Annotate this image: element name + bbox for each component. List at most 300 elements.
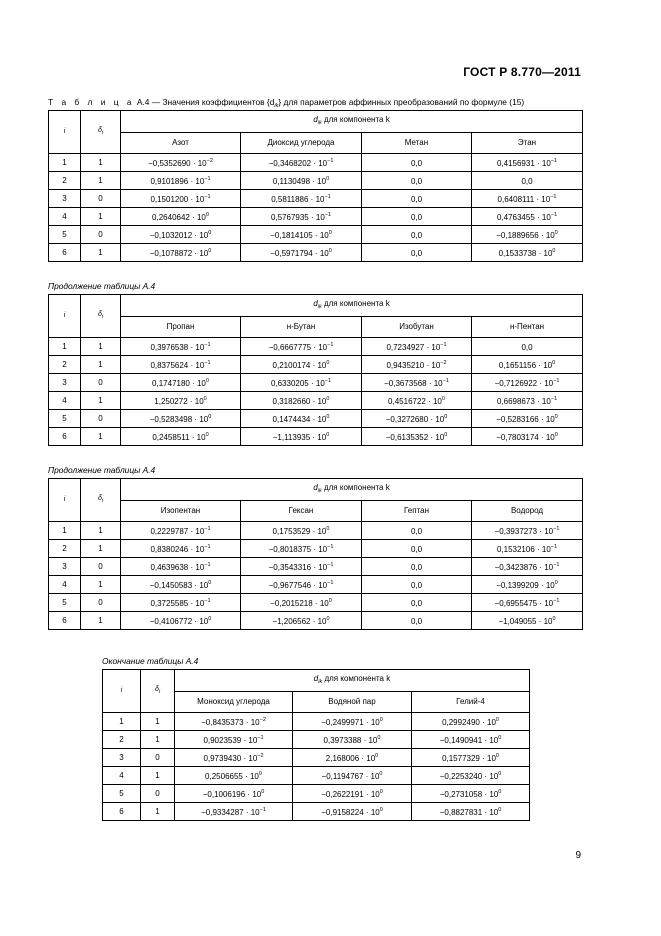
coefficient-exponent: 0 — [205, 432, 209, 438]
row-delta: 1 — [81, 356, 121, 374]
header-row — [49, 479, 583, 501]
coefficient-mantissa: 0,0 — [410, 177, 423, 186]
coefficient-cell — [472, 190, 583, 208]
coefficient-cell — [121, 392, 241, 410]
row-delta: 1 — [81, 338, 121, 356]
coefficient-exponent: −1 — [550, 396, 558, 402]
coefficient-cell — [241, 374, 362, 392]
component-header-row — [49, 501, 583, 522]
coefficient-mantissa: 0,0 — [410, 249, 423, 258]
coefficient-cell — [472, 172, 583, 190]
coefficient-exponent: 0 — [326, 414, 330, 420]
table-row — [103, 785, 530, 803]
coefficient-mantissa: −0,3937273 · 10 — [494, 527, 554, 536]
coefficient-cell — [175, 749, 293, 767]
column-header-i: i — [103, 670, 141, 713]
coefficient-mantissa: 0,1651156 · 10 — [498, 361, 553, 370]
coefficient-cell — [241, 338, 362, 356]
coefficient-mantissa: 0,6330205 · 10 — [270, 379, 325, 388]
coefficient-mantissa: 0,0 — [410, 617, 423, 626]
document-code: ГОСТ Р 8.770—2011 — [463, 65, 581, 79]
coefficient-exponent: 0 — [379, 789, 383, 795]
coefficient-exponent: 0 — [326, 360, 330, 366]
coefficient-exponent: 0 — [208, 248, 212, 254]
coefficient-mantissa: 0,1130498 · 10 — [272, 177, 327, 186]
coefficient-exponent: 0 — [379, 771, 383, 777]
coefficient-cell — [362, 392, 472, 410]
coefficient-cell — [472, 558, 583, 576]
coefficient-exponent: 0 — [205, 378, 209, 384]
row-delta: 1 — [141, 767, 175, 785]
coefficients-table-1 — [48, 110, 583, 262]
table-row — [49, 522, 583, 540]
coefficient-exponent: 0 — [498, 789, 502, 795]
component-header: Этан — [472, 133, 583, 154]
row-index: 1 — [49, 154, 81, 172]
coefficient-exponent: −1 — [553, 598, 560, 604]
row-index: 5 — [103, 785, 141, 803]
coefficient-mantissa: 0,0 — [410, 213, 423, 222]
table-row — [49, 356, 583, 374]
component-header: Пропан — [121, 317, 241, 338]
coefficient-mantissa: 0,0 — [410, 545, 423, 554]
row-index: 1 — [49, 338, 81, 356]
table-row — [49, 540, 583, 558]
row-delta: 1 — [141, 713, 175, 731]
coefficient-exponent: −1 — [204, 598, 211, 604]
table-row — [103, 767, 530, 785]
coefficient-cell — [241, 172, 362, 190]
table-caption-continuation-1: Продолжение таблицы А.4 — [48, 281, 156, 291]
row-delta: 1 — [81, 154, 121, 172]
row-index: 5 — [49, 594, 81, 612]
group-header-symbol: d — [313, 483, 318, 492]
coefficient-cell — [472, 226, 583, 244]
column-header-i: i — [49, 111, 81, 154]
coefficient-mantissa: 0,3725585 · 10 — [150, 599, 205, 608]
coefficient-cell — [175, 713, 293, 731]
delta-sub: i — [158, 689, 161, 695]
coefficient-exponent: 0 — [205, 212, 209, 218]
coefficient-mantissa: 0,8375624 · 10 — [150, 361, 205, 370]
group-header-sub: ik — [318, 679, 323, 685]
coefficient-cell — [293, 767, 412, 785]
coefficient-exponent: −1 — [257, 735, 264, 741]
coefficient-exponent: −1 — [324, 194, 331, 200]
coefficient-cell — [175, 767, 293, 785]
coefficient-cell — [472, 244, 583, 262]
coefficient-exponent: 0 — [326, 396, 330, 402]
row-delta: 0 — [141, 785, 175, 803]
coefficient-cell — [241, 522, 362, 540]
table-caption-continuation-2: Продолжение таблицы А.4 — [48, 465, 156, 475]
row-index: 6 — [49, 612, 81, 630]
coefficient-cell — [362, 356, 472, 374]
column-header-delta — [81, 111, 121, 154]
coefficient-mantissa: 0,4763455 · 10 — [496, 213, 551, 222]
coefficient-exponent: −1 — [204, 544, 211, 550]
coefficient-exponent: −1 — [204, 562, 211, 568]
coefficients-table-3 — [48, 478, 583, 630]
coefficient-exponent: 0 — [441, 396, 445, 402]
coefficient-mantissa: 1,250272 · 10 — [154, 397, 204, 406]
coefficient-exponent: 0 — [495, 753, 499, 759]
coefficient-mantissa: −0,3272680 · 10 — [385, 415, 445, 424]
coefficients-table-4 — [102, 669, 530, 821]
coefficient-mantissa: 0,3973388 · 10 — [323, 736, 378, 745]
coefficient-exponent: 0 — [326, 616, 330, 622]
coefficient-cell — [412, 731, 530, 749]
coefficient-exponent: 0 — [208, 230, 212, 236]
row-delta: 1 — [81, 576, 121, 594]
coefficient-mantissa: 0,2229787 · 10 — [150, 527, 205, 536]
coefficient-exponent: −1 — [550, 158, 558, 164]
row-index: 2 — [49, 356, 81, 374]
coefficient-cell — [293, 749, 412, 767]
coefficient-cell — [241, 558, 362, 576]
row-delta: 0 — [81, 410, 121, 428]
coefficient-mantissa: 0,3976538 · 10 — [150, 343, 205, 352]
coefficient-cell — [412, 749, 530, 767]
component-header: Изобутан — [362, 317, 472, 338]
coefficient-mantissa: −0,7126922 · 10 — [494, 379, 554, 388]
coefficient-mantissa: −0,1006196 · 10 — [202, 790, 262, 799]
coefficient-exponent: −1 — [327, 562, 334, 568]
row-delta: 1 — [81, 428, 121, 446]
coefficient-mantissa: −0,3543316 · 10 — [268, 563, 328, 572]
group-header-sub: ik — [317, 304, 322, 310]
column-header-delta — [81, 295, 121, 338]
coefficient-mantissa: −0,1450583 · 10 — [149, 581, 209, 590]
coefficient-mantissa: −0,3468202 · 10 — [268, 159, 328, 168]
coefficient-cell — [175, 785, 293, 803]
coefficient-cell — [412, 785, 530, 803]
row-index: 4 — [103, 767, 141, 785]
row-delta: 0 — [81, 190, 121, 208]
coefficient-cell — [412, 803, 530, 821]
coefficient-cell — [362, 226, 472, 244]
coefficients-table-2 — [48, 294, 583, 446]
coefficient-cell — [121, 226, 241, 244]
coefficient-mantissa: −0,8827831 · 10 — [439, 808, 499, 817]
coefficient-exponent: 0 — [261, 789, 265, 795]
row-index: 1 — [103, 713, 141, 731]
coefficient-mantissa: 0,7234927 · 10 — [386, 343, 441, 352]
coefficient-mantissa: −0,2015218 · 10 — [270, 599, 329, 608]
row-index: 3 — [49, 190, 81, 208]
row-index: 4 — [49, 208, 81, 226]
coefficient-mantissa: 0,8380246 · 10 — [150, 545, 205, 554]
table-title-sub: ik — [274, 103, 279, 109]
coefficient-mantissa: −0,4106772 · 10 — [149, 617, 209, 626]
row-delta: 0 — [81, 226, 121, 244]
coefficient-mantissa: 0,4639638 · 10 — [150, 563, 205, 572]
coefficient-cell — [362, 374, 472, 392]
table-row — [49, 172, 583, 190]
coefficient-cell — [362, 428, 472, 446]
component-header-row — [49, 317, 583, 338]
coefficient-cell — [362, 558, 472, 576]
coefficient-cell — [241, 410, 362, 428]
coefficient-cell — [472, 356, 583, 374]
coefficient-exponent: 0 — [554, 580, 558, 586]
coefficient-cell — [121, 576, 241, 594]
coefficient-cell — [241, 392, 362, 410]
coefficient-mantissa: 0,9739430 · 10 — [203, 754, 258, 763]
group-header-sub: ik — [317, 120, 322, 126]
row-index: 6 — [103, 803, 141, 821]
coefficient-mantissa: 0,2100174 · 10 — [272, 361, 327, 370]
column-header-delta — [81, 479, 121, 522]
coefficient-exponent: −2 — [440, 360, 447, 366]
coefficient-cell — [472, 576, 583, 594]
coefficient-mantissa: 0,0 — [410, 563, 423, 572]
coefficient-mantissa: 0,5811886 · 10 — [271, 195, 325, 204]
coefficient-exponent: 0 — [495, 717, 499, 723]
coefficient-mantissa: −0,8435373 · 10 — [201, 718, 260, 727]
component-header: Изопентан — [121, 501, 241, 522]
group-header-text: для компонента k — [321, 115, 390, 124]
group-header-text: для компонента k — [321, 299, 390, 308]
column-header-i: i — [49, 479, 81, 522]
coefficient-exponent: 0 — [554, 432, 558, 438]
coefficient-mantissa: 0,0 — [521, 177, 533, 186]
component-header: Водород — [472, 501, 583, 522]
coefficient-exponent: −1 — [442, 378, 449, 384]
coefficient-mantissa: −0,5283498 · 10 — [149, 415, 209, 424]
coefficient-mantissa: 0,6408111 · 10 — [497, 195, 551, 204]
delta-symbol: δ — [154, 686, 159, 693]
coefficient-exponent: −2 — [257, 753, 264, 759]
coefficient-cell — [293, 731, 412, 749]
coefficient-exponent: −1 — [204, 360, 211, 366]
row-index: 6 — [49, 244, 81, 262]
row-delta: 0 — [81, 594, 121, 612]
coefficient-exponent: −1 — [259, 807, 266, 813]
table-row — [103, 731, 530, 749]
coefficient-exponent: 0 — [208, 616, 212, 622]
row-index: 3 — [49, 558, 81, 576]
table-row — [49, 612, 583, 630]
coefficient-exponent: −1 — [204, 194, 211, 200]
coefficient-cell — [293, 803, 412, 821]
row-index: 1 — [49, 522, 81, 540]
coefficient-cell — [241, 428, 362, 446]
coefficient-mantissa: −0,1078872 · 10 — [149, 249, 209, 258]
coefficient-mantissa: −0,1194767 · 10 — [321, 772, 380, 781]
coefficient-mantissa: −0,5971794 · 10 — [270, 249, 329, 258]
table-row — [49, 410, 583, 428]
coefficient-cell — [362, 594, 472, 612]
table-row — [49, 558, 583, 576]
table-title — [48, 97, 524, 109]
component-header: Метан — [362, 133, 472, 154]
coefficient-cell — [362, 612, 472, 630]
table-row — [103, 749, 530, 767]
group-header — [175, 670, 530, 692]
coefficient-cell — [121, 244, 241, 262]
coefficient-mantissa: −0,2731058 · 10 — [439, 790, 499, 799]
coefficient-mantissa: 0,1753529 · 10 — [272, 527, 327, 536]
coefficient-mantissa: 0,0 — [410, 527, 423, 536]
coefficient-cell — [241, 576, 362, 594]
coefficient-exponent: 0 — [208, 580, 212, 586]
group-header — [121, 111, 583, 133]
coefficient-cell — [121, 374, 241, 392]
coefficient-mantissa: −0,1490941 · 10 — [439, 736, 499, 745]
delta-sub: i — [101, 130, 104, 136]
coefficient-exponent: −1 — [324, 378, 332, 384]
coefficient-mantissa: −0,5283166 · 10 — [496, 415, 555, 424]
coefficient-mantissa: 0,1533738 · 10 — [498, 249, 553, 258]
delta-sub: i — [101, 314, 104, 320]
coefficient-cell — [121, 428, 241, 446]
coefficient-cell — [293, 713, 412, 731]
coefficient-exponent: 0 — [554, 414, 558, 420]
group-header — [121, 479, 583, 501]
table-row — [49, 154, 583, 172]
delta-symbol: δ — [97, 127, 102, 134]
group-header-text: для компонента k — [322, 674, 391, 683]
coefficient-cell — [121, 594, 241, 612]
group-header — [121, 295, 583, 317]
coefficient-cell — [241, 154, 362, 172]
group-header-symbol: d — [313, 299, 318, 308]
coefficient-exponent: 0 — [552, 616, 556, 622]
coefficient-cell — [472, 338, 583, 356]
coefficient-exponent: −1 — [327, 342, 334, 348]
component-header: н-Бутан — [241, 317, 362, 338]
coefficient-exponent: −1 — [327, 580, 334, 586]
coefficient-exponent: −1 — [204, 526, 211, 532]
coefficient-mantissa: 0,9023539 · 10 — [203, 736, 258, 745]
coefficient-cell — [175, 803, 293, 821]
coefficient-mantissa: −0,2499971 · 10 — [321, 718, 380, 727]
coefficient-cell — [293, 785, 412, 803]
coefficient-mantissa: 0,0 — [410, 581, 423, 590]
coefficient-mantissa: 0,3182660 · 10 — [272, 397, 327, 406]
row-delta: 0 — [141, 749, 175, 767]
coefficient-mantissa: −0,1889656 · 10 — [496, 231, 555, 240]
coefficient-mantissa: 0,2640642 · 10 — [152, 213, 206, 222]
coefficient-exponent: 0 — [498, 807, 502, 813]
coefficient-exponent: 0 — [326, 432, 330, 438]
coefficient-cell — [241, 208, 362, 226]
coefficient-cell — [121, 356, 241, 374]
coefficient-exponent: −1 — [550, 194, 557, 200]
coefficient-mantissa: 0,1747180 · 10 — [152, 379, 206, 388]
coefficient-cell — [362, 172, 472, 190]
coefficient-mantissa: −0,9677546 · 10 — [268, 581, 328, 590]
group-header-symbol: d — [313, 674, 319, 683]
coefficient-cell — [121, 154, 241, 172]
coefficient-exponent: −2 — [259, 717, 266, 723]
coefficient-exponent: 0 — [328, 248, 332, 254]
row-index: 4 — [49, 392, 81, 410]
coefficient-mantissa: −0,2253240 · 10 — [439, 772, 499, 781]
coefficient-exponent: 0 — [328, 230, 332, 236]
table-row — [49, 226, 583, 244]
component-header: Водяной пар — [293, 692, 412, 713]
table-row — [49, 208, 583, 226]
header-row — [49, 295, 583, 317]
coefficient-cell — [472, 392, 583, 410]
coefficient-exponent: 0 — [444, 432, 448, 438]
coefficient-cell — [121, 612, 241, 630]
coefficient-exponent: 0 — [444, 414, 448, 420]
coefficient-cell — [241, 244, 362, 262]
coefficient-mantissa: 0,6698673 · 10 — [496, 397, 551, 406]
coefficient-cell — [175, 731, 293, 749]
coefficient-mantissa: 0,1532106 · 10 — [496, 545, 551, 554]
coefficient-exponent: 0 — [498, 771, 502, 777]
coefficient-cell — [121, 558, 241, 576]
row-delta: 0 — [81, 558, 121, 576]
row-index: 6 — [49, 428, 81, 446]
component-header: Гексан — [241, 501, 362, 522]
coefficient-cell — [121, 172, 241, 190]
coefficient-mantissa: −0,1032012 · 10 — [149, 231, 209, 240]
coefficient-exponent: −1 — [324, 212, 332, 218]
header-row — [103, 670, 530, 692]
table-row — [103, 713, 530, 731]
coefficient-exponent: 0 — [552, 360, 556, 366]
coefficient-cell — [241, 612, 362, 630]
coefficient-cell — [472, 208, 583, 226]
coefficient-mantissa: 0,0 — [410, 599, 423, 608]
row-delta: 1 — [81, 172, 121, 190]
coefficient-mantissa: 0,9435210 · 10 — [386, 361, 441, 370]
coefficient-mantissa: −0,3423876 · 10 — [494, 563, 554, 572]
table-row — [49, 190, 583, 208]
column-header-delta — [141, 670, 175, 713]
row-index: 3 — [103, 749, 141, 767]
component-header: Моноксид углерода — [175, 692, 293, 713]
coefficient-exponent: 0 — [379, 807, 383, 813]
table-row — [49, 428, 583, 446]
row-index: 4 — [49, 576, 81, 594]
coefficient-cell — [472, 374, 583, 392]
component-header: Азот — [121, 133, 241, 154]
row-index: 2 — [49, 540, 81, 558]
coefficient-exponent: −1 — [550, 212, 558, 218]
table-row — [49, 576, 583, 594]
coefficient-mantissa: 0,0 — [410, 195, 423, 204]
coefficient-mantissa: 0,4516722 · 10 — [388, 397, 442, 406]
coefficient-mantissa: −0,6135352 · 10 — [385, 433, 445, 442]
coefficient-cell — [472, 428, 583, 446]
row-delta: 1 — [81, 392, 121, 410]
coefficient-cell — [362, 410, 472, 428]
page-number: 9 — [575, 850, 581, 861]
delta-symbol: δ — [97, 311, 102, 318]
coefficient-cell — [412, 767, 530, 785]
row-index: 5 — [49, 226, 81, 244]
coefficient-mantissa: −0,9158224 · 10 — [321, 808, 380, 817]
row-delta: 1 — [81, 612, 121, 630]
coefficient-mantissa: −0,9334287 · 10 — [201, 808, 260, 817]
coefficient-mantissa: 0,2992490 · 10 — [442, 718, 496, 727]
group-header-sub: ik — [317, 488, 322, 494]
coefficient-cell — [472, 522, 583, 540]
coefficient-exponent: −1 — [327, 544, 334, 550]
coefficient-mantissa: 0,0 — [410, 159, 423, 168]
coefficient-exponent: 0 — [326, 526, 330, 532]
coefficient-mantissa: −1,206562 · 10 — [272, 617, 327, 626]
coefficient-exponent: −1 — [553, 562, 560, 568]
coefficient-cell — [472, 154, 583, 172]
row-delta: 1 — [81, 208, 121, 226]
